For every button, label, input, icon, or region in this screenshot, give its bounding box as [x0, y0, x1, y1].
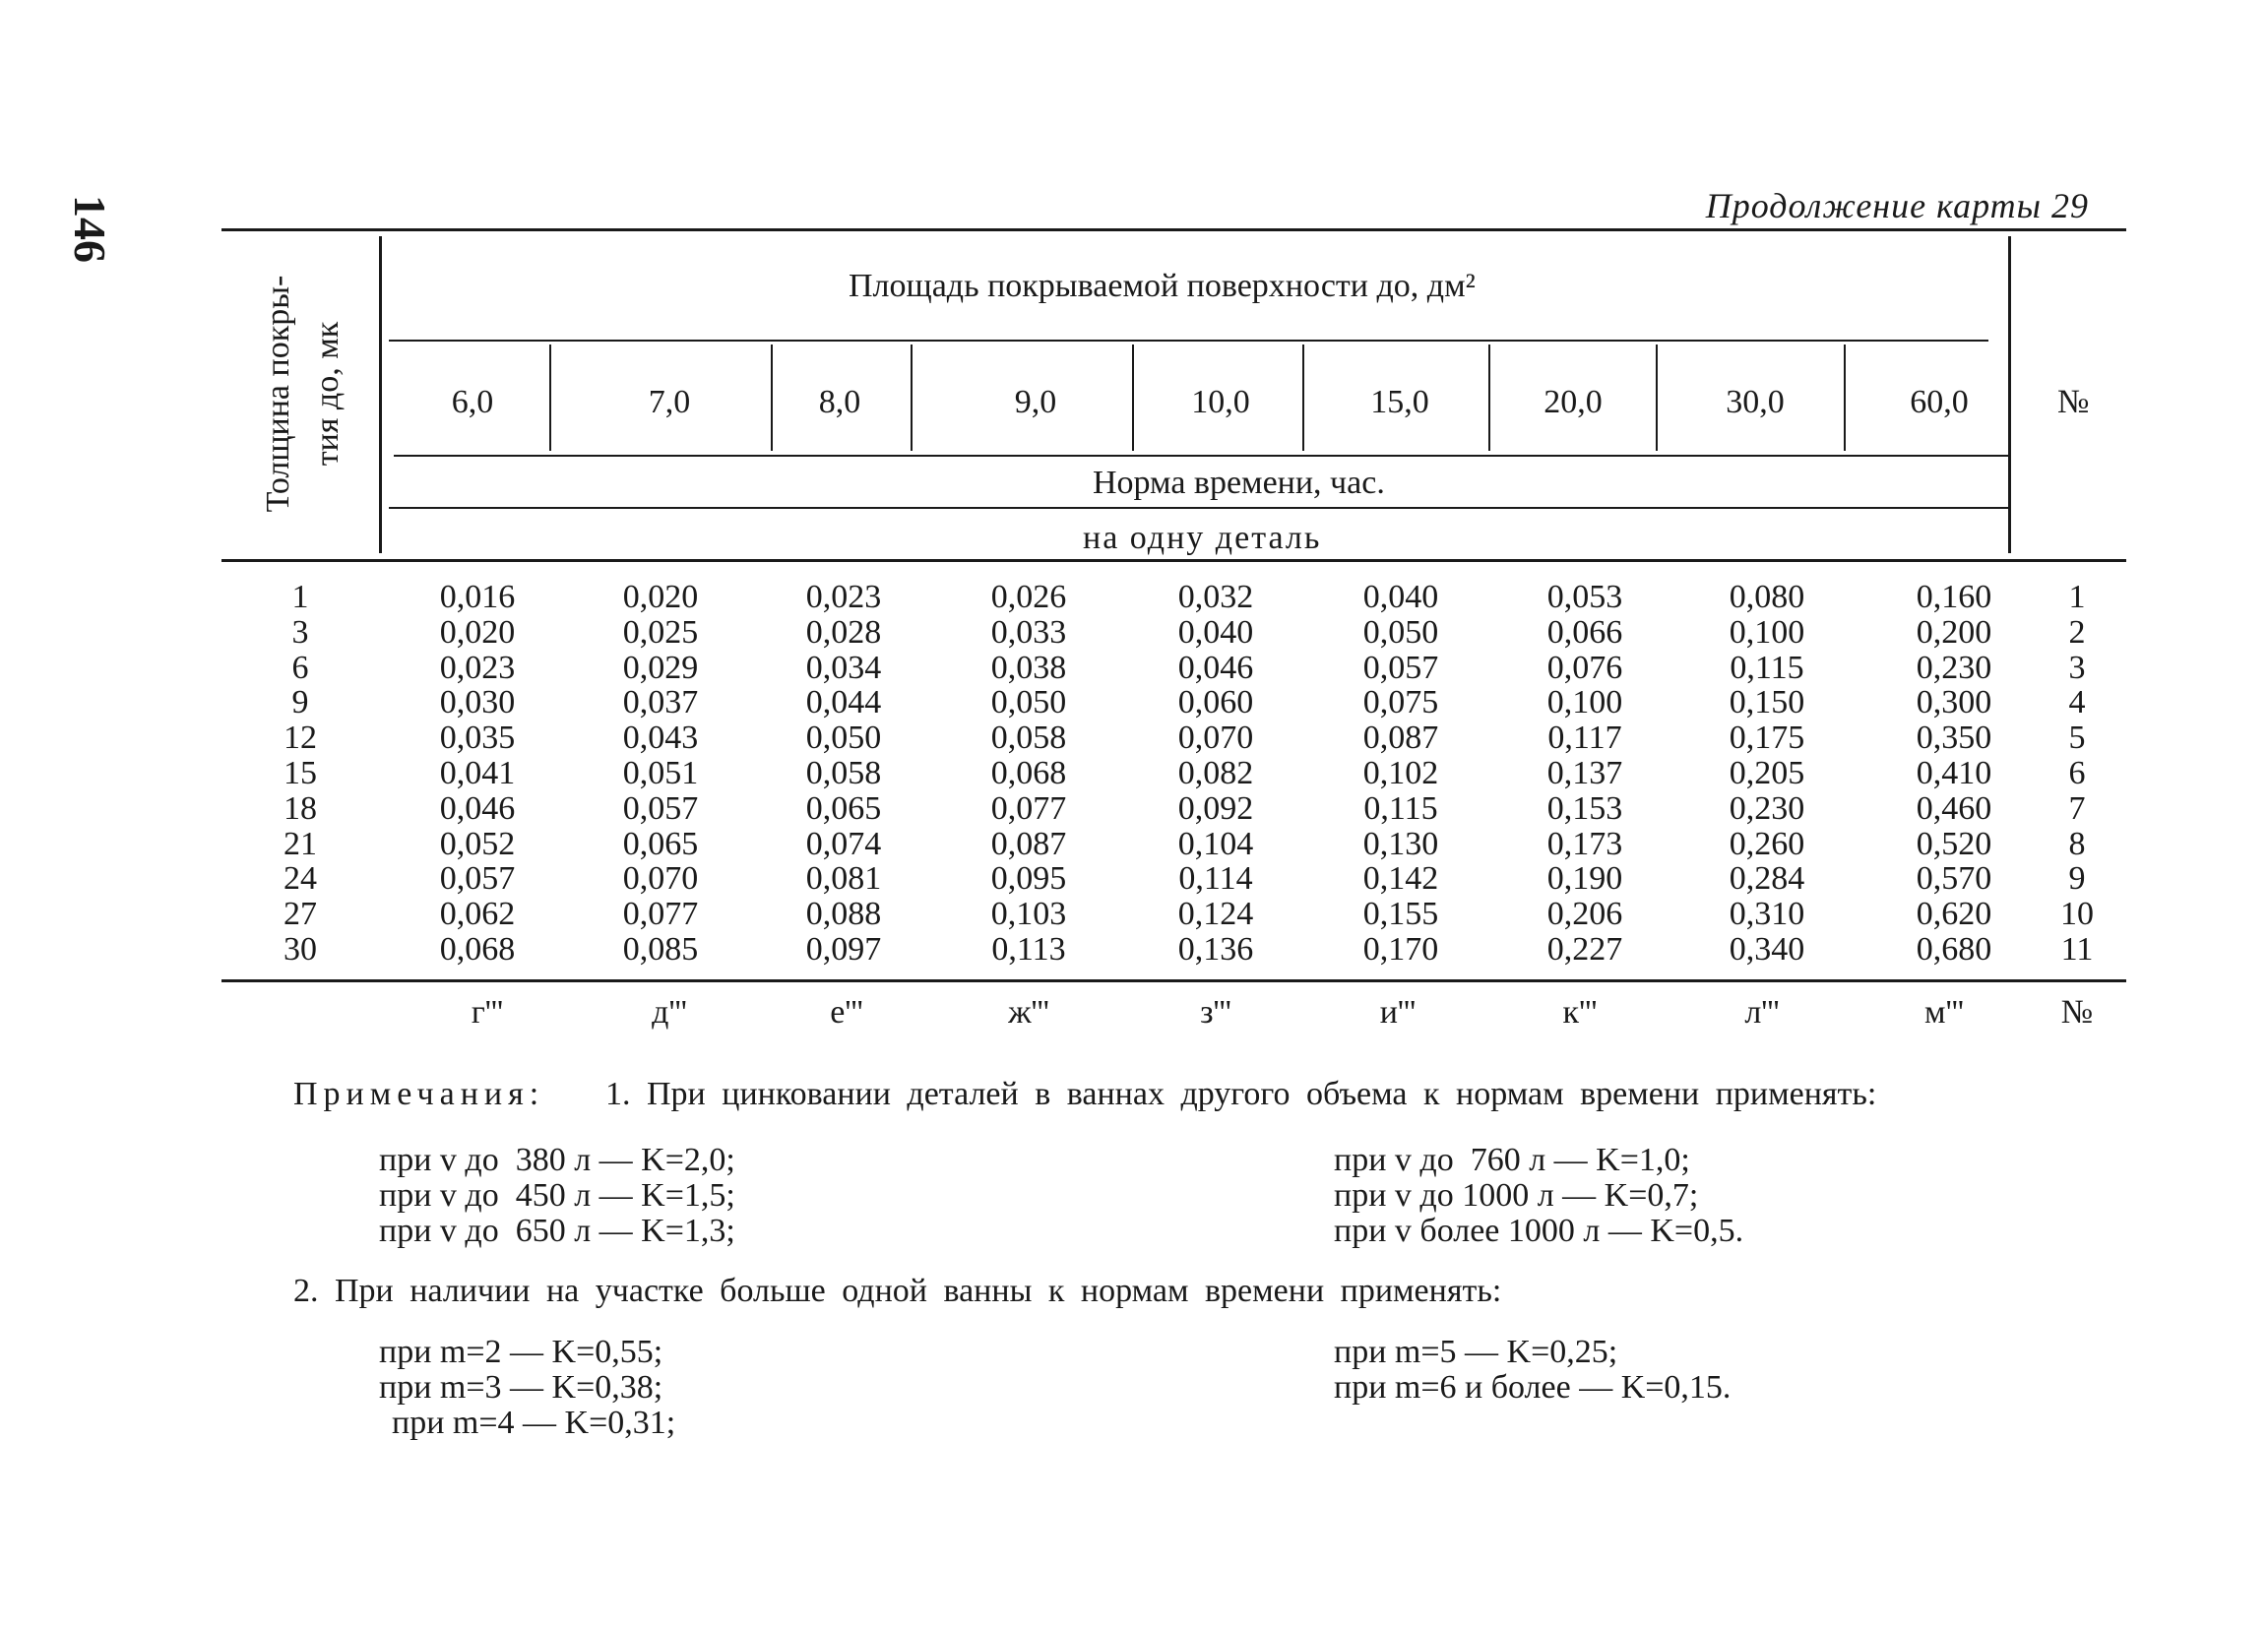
table-cell: 0,038: [990, 650, 1067, 686]
note2-left: при m=4 — K=0,31;: [392, 1405, 676, 1441]
table-cell: 0,068: [990, 755, 1067, 791]
note1-right: при v более 1000 л — K=0,5.: [1334, 1213, 1744, 1249]
table-cell: 0,160: [1916, 579, 1992, 615]
table-cell: 0,032: [1177, 579, 1254, 615]
col-code: к''': [1562, 994, 1598, 1031]
area-divider: [1488, 344, 1490, 451]
row-thickness: 1: [291, 579, 309, 615]
table-cell: 0,206: [1546, 896, 1623, 932]
body-bottom-rule: [221, 979, 2126, 982]
table-cell: 0,016: [439, 579, 516, 615]
table-cell: 0,200: [1916, 614, 1992, 651]
table-cell: 0,130: [1362, 826, 1439, 862]
table-cell: 0,136: [1177, 931, 1254, 968]
table-cell: 0,085: [622, 931, 699, 968]
row-thickness: 12: [284, 720, 317, 756]
area-col-header: 8,0: [818, 384, 861, 420]
note1-left: при v до 450 л — K=1,5;: [379, 1177, 735, 1214]
row-thickness: 9: [291, 684, 309, 720]
table-cell: 0,077: [990, 790, 1067, 827]
area-col-header: 9,0: [1014, 384, 1057, 420]
table-cell: 0,104: [1177, 826, 1254, 862]
area-divider: [1844, 344, 1846, 451]
table-cell: 0,092: [1177, 790, 1254, 827]
table-cell: 0,620: [1916, 896, 1992, 932]
running-header: Продолжение карты 29: [1705, 186, 2089, 225]
row-thickness: 30: [284, 931, 317, 968]
table-cell: 0,350: [1916, 720, 1992, 756]
table-cell: 0,051: [622, 755, 699, 791]
table-cell: 0,310: [1729, 896, 1805, 932]
row-number: 10: [2060, 896, 2094, 932]
table-cell: 0,023: [439, 650, 516, 686]
table-cell: 0,040: [1177, 614, 1254, 651]
table-cell: 0,100: [1729, 614, 1805, 651]
row-thickness: 21: [284, 826, 317, 862]
table-cell: 0,300: [1916, 684, 1992, 720]
table-cell: 0,066: [1546, 614, 1623, 651]
thickness-header-line1: Толщина покры-: [260, 275, 296, 513]
areas-bottom-rule: [394, 455, 2008, 457]
area-divider: [771, 344, 773, 451]
areas-top-rule: [389, 340, 1988, 342]
table-cell: 0,035: [439, 720, 516, 756]
table-cell: 0,175: [1729, 720, 1805, 756]
table-cell: 0,077: [622, 896, 699, 932]
table-cell: 0,115: [1730, 650, 1804, 686]
per-part-header: на одну деталь: [1083, 520, 1322, 556]
area-col-header: 6,0: [451, 384, 494, 420]
area-col-header: 20,0: [1544, 384, 1603, 420]
note1-right: при v до 760 л — K=1,0;: [1334, 1142, 1690, 1178]
row-thickness: 27: [284, 896, 317, 932]
table-cell: 0,070: [622, 860, 699, 897]
table-cell: 0,153: [1546, 790, 1623, 827]
table-cell: 0,076: [1546, 650, 1623, 686]
row-number: 4: [2068, 684, 2086, 720]
area-col-header: 60,0: [1910, 384, 1969, 420]
table-cell: 0,340: [1729, 931, 1805, 968]
table-cell: 0,230: [1729, 790, 1805, 827]
table-cell: 0,087: [990, 826, 1067, 862]
table-cell: 0,155: [1362, 896, 1439, 932]
row-number: 2: [2068, 614, 2086, 651]
table-cell: 0,230: [1916, 650, 1992, 686]
area-col-header: 10,0: [1191, 384, 1250, 420]
table-cell: 0,570: [1916, 860, 1992, 897]
col-code: м''': [1924, 994, 1964, 1031]
table-cell: 0,028: [805, 614, 882, 651]
num-header: №: [2057, 384, 2090, 420]
table-cell: 0,057: [439, 860, 516, 897]
row-thickness: 24: [284, 860, 317, 897]
area-col-header: 15,0: [1370, 384, 1429, 420]
table-cell: 0,520: [1916, 826, 1992, 862]
table-cell: 0,097: [805, 931, 882, 968]
thickness-header: [254, 251, 352, 536]
col-code: г''': [471, 994, 504, 1031]
row-number: 6: [2068, 755, 2086, 791]
table-cell: 0,173: [1546, 826, 1623, 862]
table-cell: 0,057: [1362, 650, 1439, 686]
row-number: 9: [2068, 860, 2086, 897]
table-cell: 0,113: [991, 931, 1066, 968]
table-cell: 0,050: [990, 684, 1067, 720]
table-cell: 0,068: [439, 931, 516, 968]
header-left-divider: [379, 236, 382, 553]
table-cell: 0,124: [1177, 896, 1254, 932]
note1-left: при v до 650 л — K=1,3;: [379, 1213, 735, 1249]
table-cell: 0,070: [1177, 720, 1254, 756]
table-cell: 0,062: [439, 896, 516, 932]
header-bottom-rule: [221, 559, 2126, 562]
table-cell: 0,020: [439, 614, 516, 651]
row-thickness: 6: [291, 650, 309, 686]
table-cell: 0,190: [1546, 860, 1623, 897]
table-cell: 0,046: [1177, 650, 1254, 686]
area-divider: [549, 344, 551, 451]
table-cell: 0,043: [622, 720, 699, 756]
table-cell: 0,034: [805, 650, 882, 686]
table-cell: 0,082: [1177, 755, 1254, 791]
table-cell: 0,029: [622, 650, 699, 686]
table-cell: 0,100: [1546, 684, 1623, 720]
table-cell: 0,023: [805, 579, 882, 615]
code-num: №: [2060, 994, 2094, 1031]
table-cell: 0,074: [805, 826, 882, 862]
table-cell: 0,080: [1729, 579, 1805, 615]
table-cell: 0,075: [1362, 684, 1439, 720]
table-cell: 0,060: [1177, 684, 1254, 720]
table-cell: 0,115: [1363, 790, 1438, 827]
table-cell: 0,088: [805, 896, 882, 932]
table-cell: 0,052: [439, 826, 516, 862]
area-col-header: 30,0: [1726, 384, 1785, 420]
table-cell: 0,410: [1916, 755, 1992, 791]
table-cell: 0,050: [1362, 614, 1439, 651]
note-2: 2. При наличии на участке больше одной ванны к нормам времени применять:: [293, 1273, 1502, 1309]
note2-left: при m=2 — K=0,55;: [379, 1334, 663, 1370]
area-divider: [1302, 344, 1304, 451]
table-cell: 0,058: [805, 755, 882, 791]
note2-right: при m=5 — K=0,25;: [1334, 1334, 1618, 1370]
thickness-header-line2: тия до, мк: [309, 321, 346, 467]
table-cell: 0,025: [622, 614, 699, 651]
note-1: 1. При цинковании деталей в ваннах другого объема к нормам времени применять:: [605, 1076, 1877, 1112]
table-cell: 0,065: [622, 826, 699, 862]
area-divider: [1132, 344, 1134, 451]
table-cell: 0,102: [1362, 755, 1439, 791]
table-cell: 0,087: [1362, 720, 1439, 756]
note1-right: при v до 1000 л — K=0,7;: [1334, 1177, 1699, 1214]
table-cell: 0,114: [1178, 860, 1253, 897]
notes-label: Примечания:: [293, 1076, 545, 1112]
area-col-header: 7,0: [648, 384, 691, 420]
table-cell: 0,227: [1546, 931, 1623, 968]
area-divider: [1656, 344, 1658, 451]
table-cell: 0,137: [1546, 755, 1623, 791]
table-cell: 0,040: [1362, 579, 1439, 615]
note2-right: при m=6 и более — K=0,15.: [1334, 1369, 1732, 1406]
table-cell: 0,205: [1729, 755, 1805, 791]
col-code: и''': [1379, 994, 1417, 1031]
col-code: з''': [1200, 994, 1231, 1031]
table-cell: 0,095: [990, 860, 1067, 897]
note2-left: при m=3 — K=0,38;: [379, 1369, 663, 1406]
table-cell: 0,460: [1916, 790, 1992, 827]
area-header: Площадь покрываемой поверхности до, дм²: [849, 268, 1476, 304]
col-code: ж''': [1008, 994, 1049, 1031]
table-cell: 0,058: [990, 720, 1067, 756]
norm-header: Норма времени, час.: [1093, 465, 1385, 501]
table-cell: 0,103: [990, 896, 1067, 932]
col-code: е''': [830, 994, 863, 1031]
row-number: 11: [2060, 931, 2094, 968]
area-divider: [911, 344, 913, 451]
page-number: 146: [65, 195, 115, 263]
table-top-rule: [221, 228, 2126, 231]
table-cell: 0,041: [439, 755, 516, 791]
row-thickness: 18: [284, 790, 317, 827]
table-cell: 0,044: [805, 684, 882, 720]
table-cell: 0,050: [805, 720, 882, 756]
table-cell: 0,026: [990, 579, 1067, 615]
table-cell: 0,081: [805, 860, 882, 897]
norm-bottom-rule: [389, 507, 2008, 509]
table-cell: 0,033: [990, 614, 1067, 651]
table-cell: 0,260: [1729, 826, 1805, 862]
table-cell: 0,142: [1362, 860, 1439, 897]
row-number: 8: [2068, 826, 2086, 862]
col-code: д''': [652, 994, 687, 1031]
note1-left: при v до 380 л — K=2,0;: [379, 1142, 735, 1178]
table-cell: 0,057: [622, 790, 699, 827]
table-cell: 0,037: [622, 684, 699, 720]
table-cell: 0,284: [1729, 860, 1805, 897]
table-cell: 0,150: [1729, 684, 1805, 720]
row-number: 7: [2068, 790, 2086, 827]
row-number: 5: [2068, 720, 2086, 756]
table-cell: 0,680: [1916, 931, 1992, 968]
row-thickness: 15: [284, 755, 317, 791]
table-cell: 0,020: [622, 579, 699, 615]
table-cell: 0,046: [439, 790, 516, 827]
table-cell: 0,170: [1362, 931, 1439, 968]
table-cell: 0,117: [1547, 720, 1622, 756]
col-code: л''': [1744, 994, 1780, 1031]
row-number: 3: [2068, 650, 2086, 686]
table-cell: 0,030: [439, 684, 516, 720]
table-cell: 0,053: [1546, 579, 1623, 615]
table-cell: 0,065: [805, 790, 882, 827]
row-thickness: 3: [291, 614, 309, 651]
header-right-divider: [2008, 236, 2011, 553]
row-number: 1: [2068, 579, 2086, 615]
